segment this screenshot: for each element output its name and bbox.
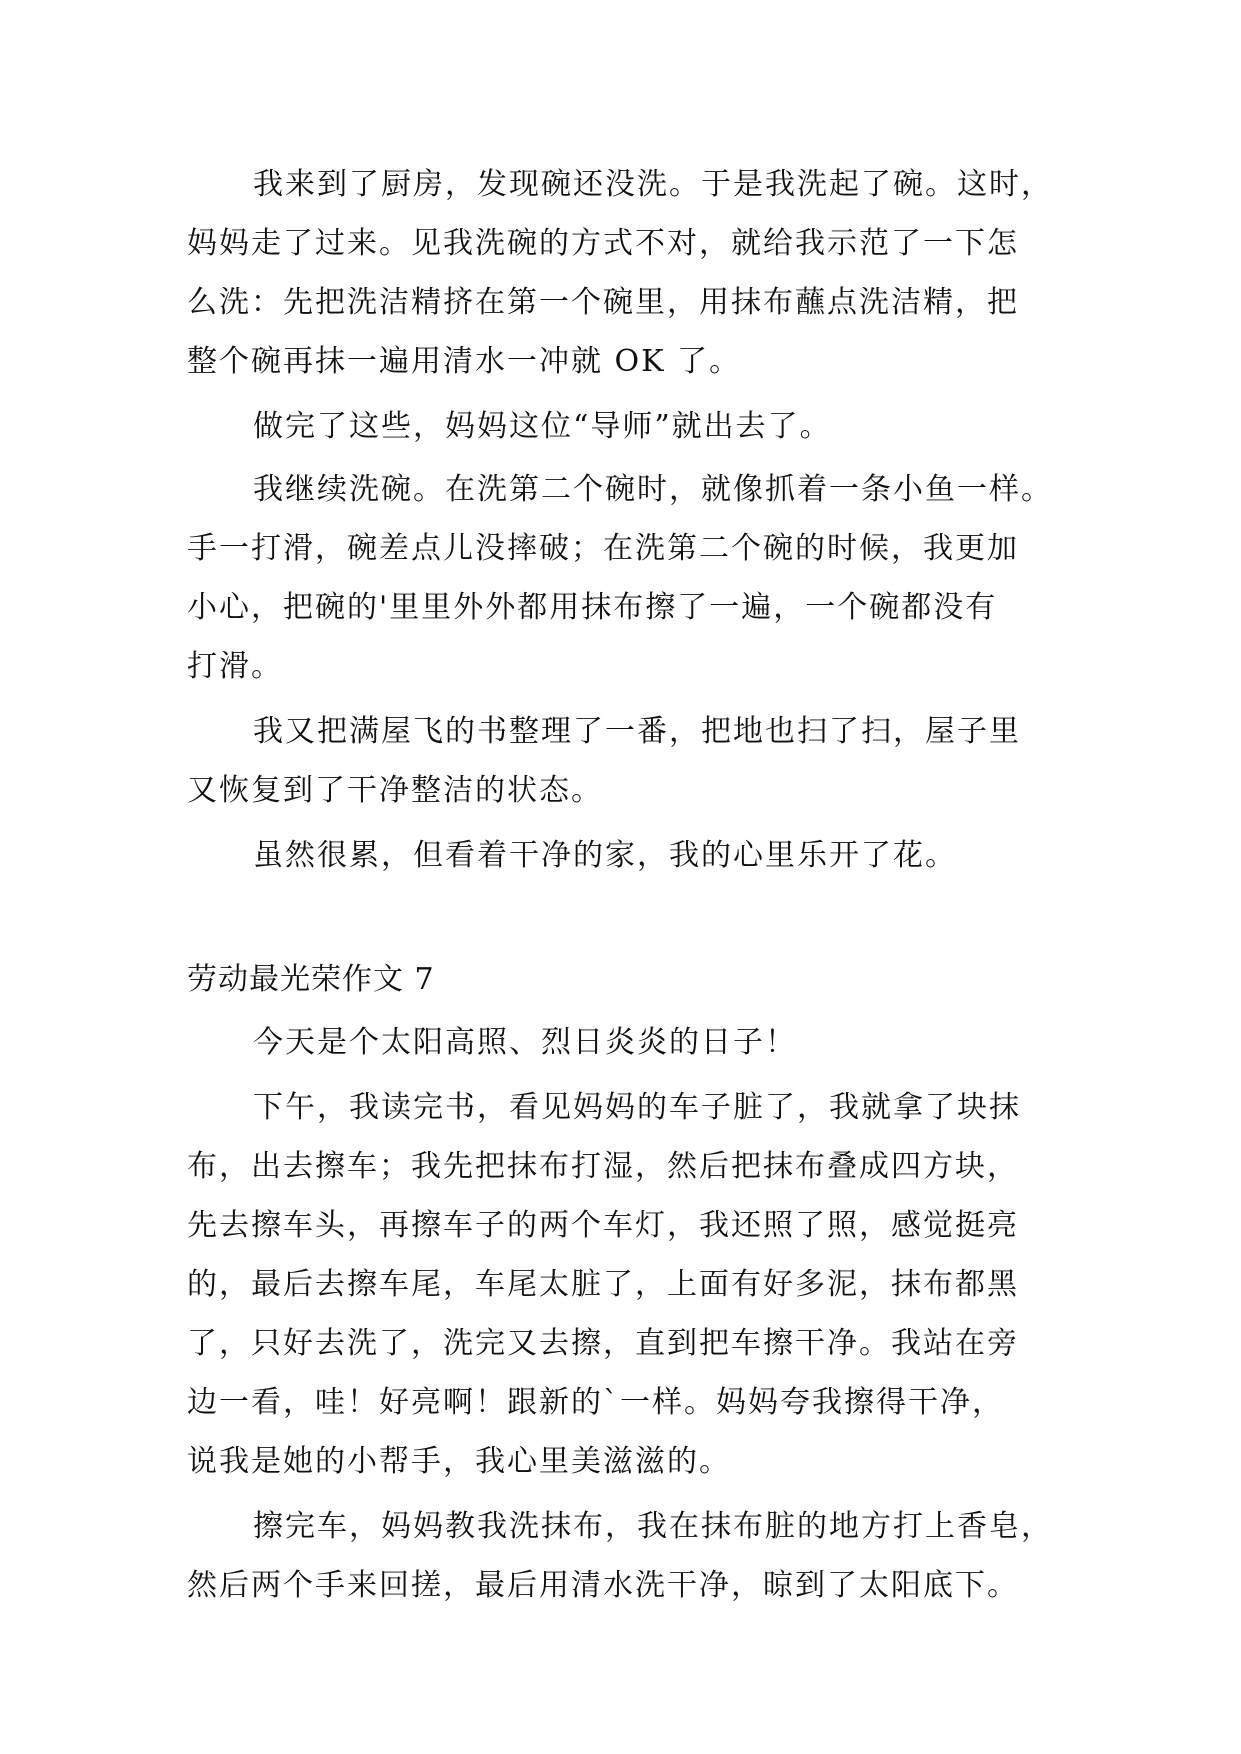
paragraph-line: 打滑。 [187, 649, 283, 684]
paragraph-line: 手一打滑，碗差点儿没摔破；在洗第二个碗的时候，我更加 [187, 531, 1019, 566]
paragraph-line: 妈妈走了过来。见我洗碗的方式不对，就给我示范了一下怎 [187, 226, 1019, 261]
paragraph-line: 整个碗再抹一遍用清水一冲就 OK 了。 [187, 344, 742, 379]
paragraph-line: 我又把满屋飞的书整理了一番，把地也扫了扫，屋子里 [253, 714, 1021, 749]
paragraph-line: 布，出去擦车；我先把抹布打湿，然后把抹布叠成四方块， [187, 1149, 1019, 1184]
paragraph-line: 的，最后去擦车尾，车尾太脏了，上面有好多泥，抹布都黑 [187, 1267, 1019, 1302]
paragraph-line: 我继续洗碗。在洗第二个碗时，就像抓着一条小鱼一样。 [253, 472, 1053, 507]
paragraph-line: 边一看，哇！好亮啊！跟新的`一样。妈妈夸我擦得干净， [187, 1385, 1004, 1420]
paragraph-line: 今天是个太阳高照、烈日炎炎的日子！ [253, 1025, 797, 1060]
section-title: 劳动最光荣作文 7 [187, 962, 435, 997]
paragraph-line: 先去擦车头，再擦车子的两个车灯，我还照了照，感觉挺亮 [187, 1208, 1019, 1243]
paragraph-line: 小心，把碗的'里里外外都用抹布擦了一遍，一个碗都没有 [187, 590, 998, 625]
paragraph-line: 下午，我读完书，看见妈妈的车子脏了，我就拿了块抹 [253, 1090, 1021, 1125]
paragraph-line: 么洗：先把洗洁精挤在第一个碗里，用抹布蘸点洗洁精，把 [187, 285, 1019, 320]
paragraph-line: 擦完车，妈妈教我洗抹布，我在抹布脏的地方打上香皂， [253, 1509, 1053, 1544]
paragraph-line: 虽然很累，但看着干净的家，我的心里乐开了花。 [253, 838, 957, 873]
paragraph-line: 说我是她的小帮手，我心里美滋滋的。 [187, 1444, 731, 1479]
paragraph-line: 又恢复到了干净整洁的状态。 [187, 773, 603, 808]
paragraph-line: 做完了这些，妈妈这位“导师”就出去了。 [253, 409, 832, 444]
paragraph-line: 我来到了厨房，发现碗还没洗。于是我洗起了碗。这时， [253, 167, 1053, 202]
paragraph-line: 了，只好去洗了，洗完又去擦，直到把车擦干净。我站在旁 [187, 1326, 1019, 1361]
paragraph-line: 然后两个手来回搓，最后用清水洗干净，晾到了太阳底下。 [187, 1568, 1019, 1603]
